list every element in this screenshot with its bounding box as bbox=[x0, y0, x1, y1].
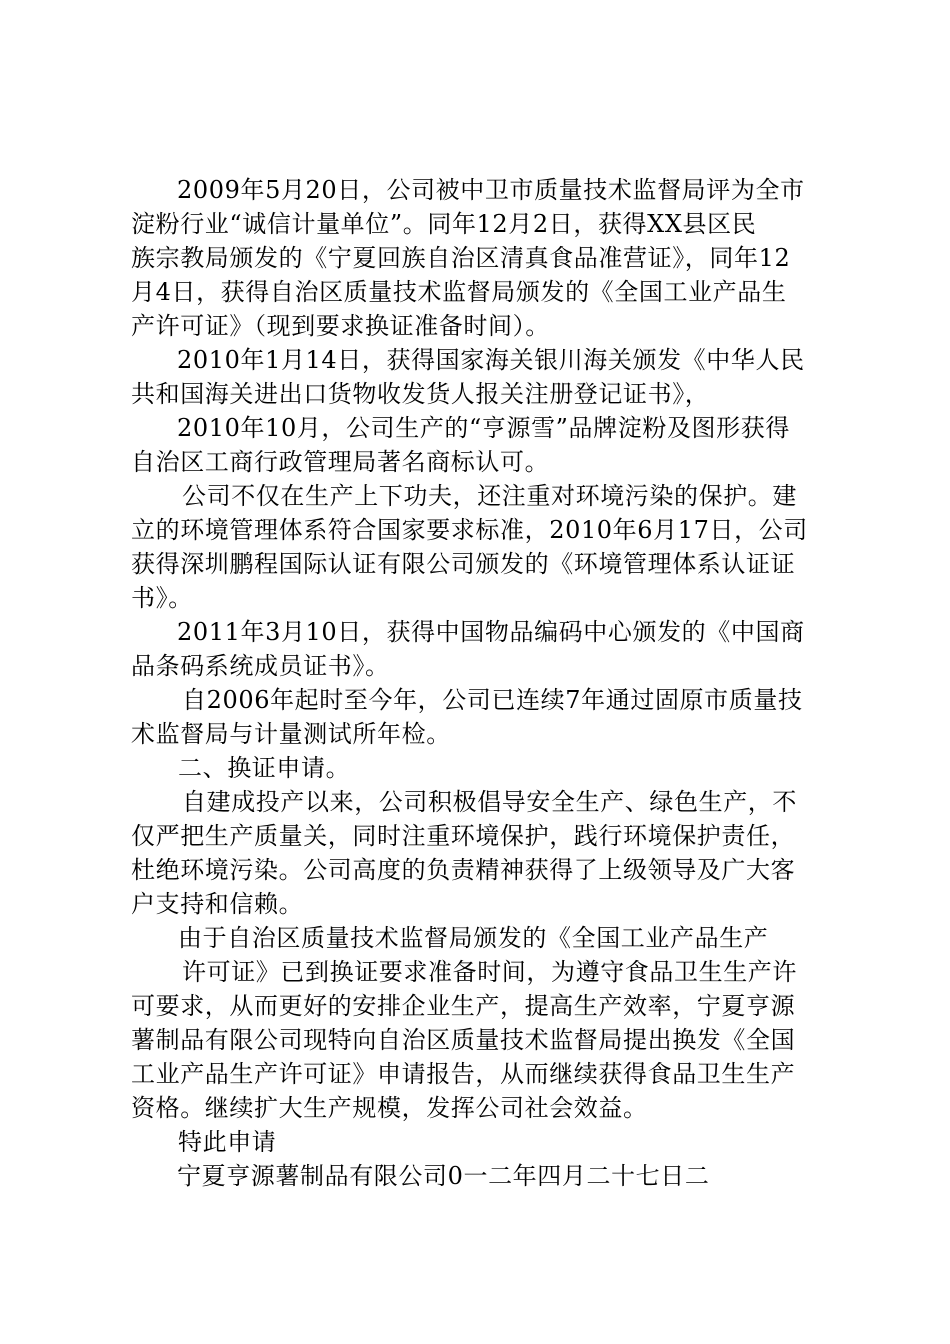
paragraph-9-line-1: 由于自治区质量技术监督局颁发的《全国工业产品生产 bbox=[178, 924, 769, 952]
paragraph-4-line-3: 获得深圳鹏程国际认证有限公司颁发的《环境管理体系认证证 bbox=[131, 550, 796, 578]
paragraph-3-line-2: 自治区工商行政管理局著名商标认可。 bbox=[131, 448, 550, 476]
paragraph-6-line-1: 自2006年起时至今年，公司已连续7年通过固原市质量技 bbox=[182, 686, 803, 714]
paragraph-8-line-4: 户支持和信赖。 bbox=[131, 890, 304, 918]
paragraph-8-line-1: 自建成投产以来，公司积极倡导安全生产、绿色生产，不 bbox=[182, 788, 797, 816]
paragraph-8-line-2: 仅严把生产质量关，同时注重环境保护，践行环境保护责任， bbox=[131, 822, 796, 850]
paragraph-6-line-2: 术监督局与计量测试所年检。 bbox=[131, 720, 451, 748]
paragraph-8-line-3: 杜绝环境污染。公司高度的负责精神获得了上级领导及广大客 bbox=[131, 856, 796, 884]
paragraph-4-line-2: 立的环境管理体系符合国家要求标准，2010年6月17日，公司 bbox=[131, 516, 808, 544]
paragraph-4-line-4: 书》。 bbox=[131, 584, 193, 612]
paragraph-2-line-2: 共和国海关进出口货物收发货人报关注册登记证书》， bbox=[131, 380, 710, 408]
closing-request: 特此申请 bbox=[178, 1128, 277, 1156]
paragraph-1-line-3: 族宗教局颁发的《宁夏回族自治区清真食品准营证》，同年12 bbox=[131, 244, 791, 272]
paragraph-1-line-2: 淀粉行业“诚信计量单位”。同年12月2日，获得XX县区民 bbox=[131, 210, 757, 238]
paragraph-1-line-4: 月4日，获得自治区质量技术监督局颁发的《全国工业产品生 bbox=[131, 278, 787, 306]
paragraph-5-line-2: 品条码系统成员证书》。 bbox=[131, 652, 390, 680]
paragraph-10-line-1: 许可证》已到换证要求准备时间，为遵守食品卫生生产许 bbox=[182, 958, 797, 986]
paragraph-2-line-1: 2010年1月14日，获得国家海关银川海关颁发《中华人民 bbox=[177, 346, 805, 374]
section-heading: 二、换证申请。 bbox=[178, 754, 351, 782]
paragraph-10-line-3: 薯制品有限公司现特向自治区质量技术监督局提出换发《全国 bbox=[131, 1026, 796, 1054]
paragraph-1-line-5: 产许可证》（现到要求换证准备时间）。 bbox=[131, 312, 550, 340]
paragraph-1-line-1: 2009年5月20日，公司被中卫市质量技术监督局评为全市 bbox=[177, 176, 805, 204]
signature-line: 宁夏亨源薯制品有限公司0一二年四月二十七日二 bbox=[177, 1162, 710, 1190]
paragraph-5-line-1: 2011年3月10日，获得中国物品编码中心颁发的《中国商 bbox=[177, 618, 805, 646]
paragraph-4-line-1: 公司不仅在生产上下功夫，还注重对环境污染的保护。建 bbox=[182, 482, 797, 510]
paragraph-10-line-5: 资格。继续扩大生产规模，发挥公司社会效益。 bbox=[131, 1094, 648, 1122]
paragraph-10-line-4: 工业产品生产许可证》申请报告，从而继续获得食品卫生生产 bbox=[131, 1060, 796, 1088]
paragraph-10-line-2: 可要求，从而更好的安排企业生产，提高生产效率，宁夏亨源 bbox=[131, 992, 796, 1020]
paragraph-3-line-1: 2010年10月，公司生产的“亨源雪”品牌淀粉及图形获得 bbox=[177, 414, 790, 442]
